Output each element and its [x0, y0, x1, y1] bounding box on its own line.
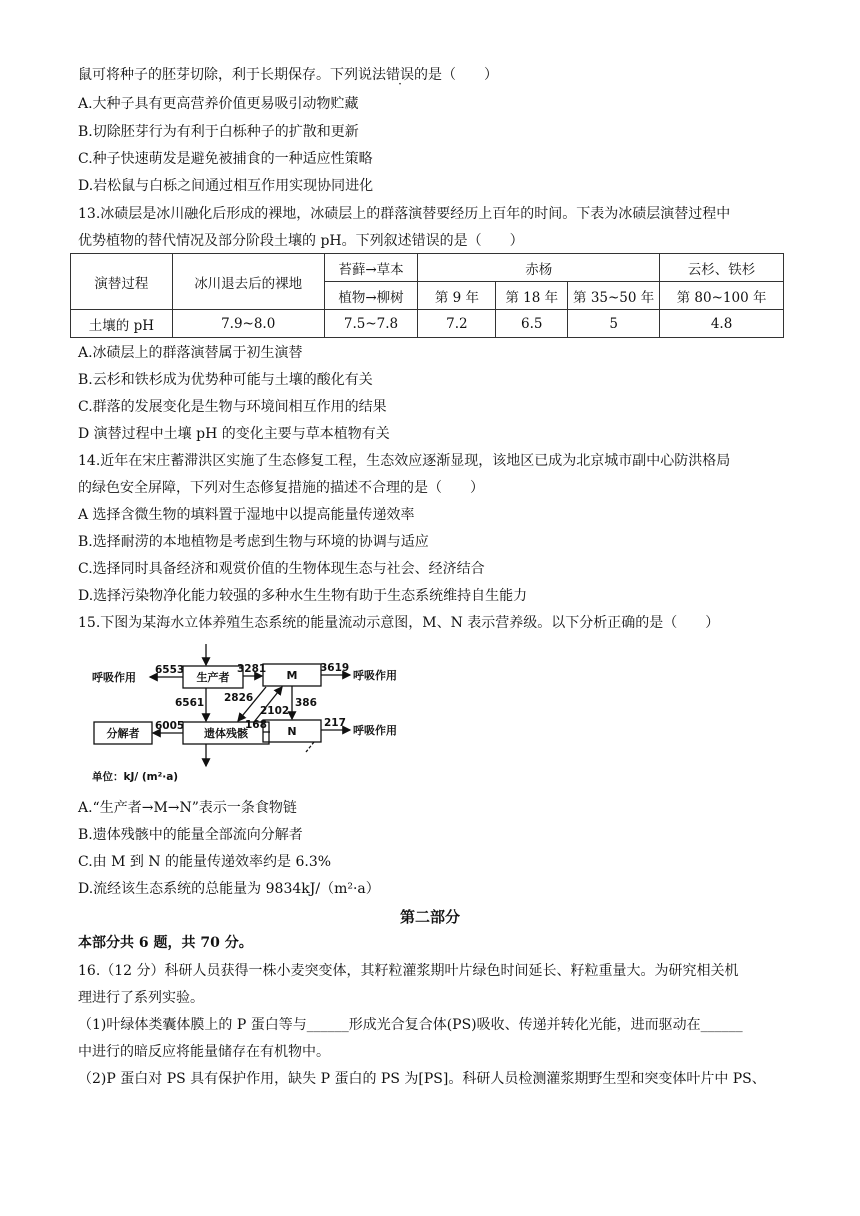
- q13-option-d: D 演替过程中土壤 pH 的变化主要与草本植物有关: [78, 426, 390, 442]
- q12-stem: [78, 66, 498, 84]
- header-process: 演替过程: [71, 254, 173, 310]
- resp-n-label: 呼吸作用: [353, 724, 397, 737]
- sub-year9: 第 9 年: [418, 282, 496, 310]
- ph-year18: 6.5: [496, 310, 568, 338]
- energy-flow-diagram: [88, 640, 428, 790]
- ph-moss: 7.5~7.8: [324, 310, 418, 338]
- ph-year80-100: 4.8: [660, 310, 784, 338]
- q16-line1: 16.（12 分）科研人员获得一株小麦突变体，其籽粒灌浆期叶片绿色时间延长、籽粒重量大。为研究相关机: [78, 963, 739, 979]
- value-386: 386: [295, 697, 317, 709]
- q12-option-d: D.岩松鼠与白栎之间通过相互作用实现协同进化: [78, 178, 374, 194]
- residue-label: 遗体残骸: [204, 727, 248, 740]
- q16-line3: （1)叶绿体类囊体膜上的 P 蛋白等与______形成光合复合体(PS)吸收、传递并转化光能，进而驱动在______: [78, 1017, 743, 1033]
- value-2826: 2826: [224, 692, 254, 704]
- q12-stem-emphasis: 错误: [386, 67, 414, 83]
- q12-option-b: B.切除胚芽行为有利于白栎种子的扩散和更新: [78, 124, 359, 140]
- q16-line5: （2)P 蛋白对 PS 具有保护作用，缺失 P 蛋白的 PS 为[PS]。科研人员检测灌浆期野生型和突变体叶片中 PS、: [78, 1071, 766, 1087]
- q14-option-a: A 选择含微生物的填料置于湿地中以提高能量传递效率: [78, 507, 415, 523]
- q14-option-d: D.选择污染物净化能力较强的多种水生生物有助于生态系统维持自生能力: [78, 588, 528, 604]
- q13-option-b: B.云杉和铁杉成为优势种可能与土壤的酸化有关: [78, 372, 373, 388]
- value-168: 168: [245, 719, 267, 731]
- resp-left-label: 呼吸作用: [92, 671, 136, 684]
- m-label: M: [286, 669, 298, 682]
- q15-option-c: C.由 M 到 N 的能量传递效率约是 6.3%: [78, 854, 332, 870]
- value-6005: 6005: [155, 720, 185, 732]
- value-6553: 6553: [155, 664, 185, 676]
- sub-year18: 第 18 年: [496, 282, 568, 310]
- sub-year35-50: 第 35~50 年: [568, 282, 660, 310]
- header-moss-line1: 苔藓→草本: [324, 254, 418, 282]
- q12-option-a: A.大种子具有更高营养价值更易吸引动物贮藏: [78, 96, 359, 112]
- ph-year35-50: 5: [568, 310, 660, 338]
- ph-bare: 7.9~8.0: [172, 310, 324, 338]
- header-spruce: 云杉、铁杉: [660, 254, 784, 282]
- header-alder: 赤杨: [418, 254, 660, 282]
- part2-heading: 第二部分: [399, 908, 460, 926]
- sub-year80-100: 第 80~100 年: [660, 282, 784, 310]
- q13-stem-line2: 优势植物的替代情况及部分阶段土壤的 pH。下列叙述错误的是（ ）: [78, 233, 524, 249]
- ph-year9: 7.2: [418, 310, 496, 338]
- q16-line4: 中进行的暗反应将能量储存在有机物中。: [78, 1044, 330, 1060]
- diagram-unit: 单位：kJ/ (m²·a): [92, 771, 179, 783]
- q12-stem-b: 的是（ ）: [414, 67, 498, 83]
- row-label-ph: 土壤的 pH: [71, 310, 173, 338]
- part2-intro: 本部分共 6 题，共 70 分。: [78, 935, 253, 951]
- q13-stem-line1: 13.冰碛层是冰川融化后形成的裸地，冰碛层上的群落演替要经历上百年的时间。下表为冰碛层演替过程中: [78, 206, 731, 222]
- value-3281: 3281: [237, 663, 267, 675]
- q14-stem-line2: 的绿色安全屏障，下列对生态修复措施的描述不合理的是（ ）: [78, 480, 484, 496]
- value-2102: 2102: [260, 705, 290, 717]
- producer-label: 生产者: [196, 671, 230, 684]
- value-6561: 6561: [175, 697, 205, 709]
- q16-line2: 理进行了系列实验。: [78, 990, 204, 1006]
- value-217: 217: [324, 717, 346, 729]
- q14-stem-line1: 14.近年在宋庄蓄滞洪区实施了生态修复工程，生态效应逐渐显现，该地区已成为北京城市副中心防洪格局: [78, 453, 731, 469]
- header-moss-line2: 植物→柳树: [324, 282, 418, 310]
- value-3619: 3619: [320, 662, 350, 674]
- resp-m-label: 呼吸作用: [353, 669, 397, 682]
- q14-option-c: C.选择同时具备经济和观赏价值的生物体现生态与社会、经济结合: [78, 561, 485, 577]
- q15-option-d: D.流经该生态系统的总能量为 9834kJ/（m²·a）: [78, 881, 380, 897]
- q14-option-b: B.选择耐涝的本地植物是考虑到生物与环境的协调与适应: [78, 534, 429, 550]
- q15-stem: 15.下图为某海水立体养殖生态系统的能量流动示意图，M、N 表示营养级。以下分析正确的是（ ）: [78, 615, 720, 631]
- n-label: N: [287, 725, 297, 738]
- q13-option-a: A.冰碛层上的群落演替属于初生演替: [78, 345, 303, 361]
- q13-option-c: C.群落的发展变化是生物与环境间相互作用的结果: [78, 399, 387, 415]
- q15-option-b: B.遗体残骸中的能量全部流向分解者: [78, 827, 303, 843]
- header-bare-land: 冰川退去后的裸地: [172, 254, 324, 310]
- succession-table: [70, 253, 784, 338]
- q12-stem-a: 鼠可将种子的胚芽切除，利于长期保存。下列说法: [78, 67, 386, 83]
- q15-option-a: A.“生产者→M→N”表示一条食物链: [78, 800, 297, 816]
- decomposer-label: 分解者: [106, 727, 140, 740]
- q12-option-c: C.种子快速萌发是避免被捕食的一种适应性策略: [78, 151, 373, 167]
